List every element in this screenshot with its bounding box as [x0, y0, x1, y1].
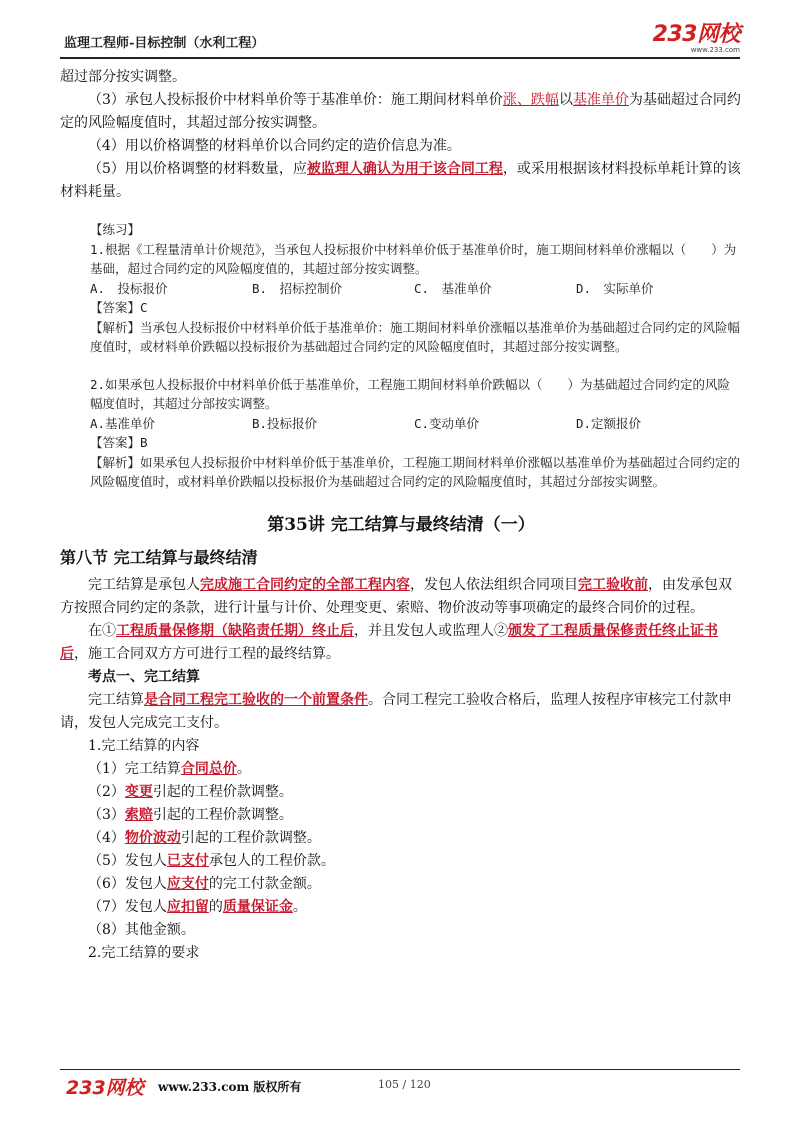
final-settlement-paragraph [60, 620, 742, 666]
question-1: 1.根据《工程量清单计价规范》，当承包人投标报价中材料单价低于基准单价时，施工期间材料单价涨幅以（ ）为基础，超过合同约定的风险幅度值的，其超过部分按实调整。 [90, 241, 737, 276]
lecture-title: 第35讲 完工结算与最终结清（一） [267, 514, 535, 535]
text: ，并且发包人或监理人② [354, 622, 508, 639]
paragraph: 超过部分按实调整。 [60, 69, 186, 85]
text: 。 [236, 760, 251, 777]
definition-paragraph [60, 574, 742, 620]
point-paragraph [60, 689, 742, 735]
highlight: 工程质量保修期（缺陷责任期）终止后 [116, 622, 354, 639]
text: （8）其他金额。 [88, 921, 195, 938]
paragraph-item4: （4）用以价格调整的材料单价以合同约定的造价信息为准。 [88, 138, 461, 154]
highlight: 应支付 [166, 875, 209, 892]
highlight: 已支付 [166, 852, 209, 869]
highlight: 涨、跌幅 [502, 92, 559, 108]
footer-divider [60, 1069, 740, 1070]
paragraph-item3 [60, 89, 742, 135]
option: A.基准单价 [90, 415, 156, 431]
text: 在① [88, 622, 116, 639]
option: C.变动单价 [414, 415, 480, 431]
highlight: 物价波动 [124, 829, 181, 846]
list-heading: 1.完工结算的内容 [88, 737, 200, 754]
text: 的 [208, 898, 223, 915]
option: D. 实际单价 [576, 280, 654, 296]
text: （2） [88, 783, 125, 800]
text: 的完工付款金额。 [208, 875, 321, 892]
text: （3）承包人投标报价中材料单价等于基准单价：施工期间材料单价 [88, 92, 503, 108]
option: C. 基准单价 [414, 280, 492, 296]
text: 引起的工程价款调整。 [152, 783, 293, 800]
brand-logo[interactable] [653, 24, 740, 54]
page-footer [60, 1073, 740, 1097]
text: 以 [558, 92, 573, 108]
text: 承包人的工程价款。 [208, 852, 335, 869]
highlight: 变更 [124, 783, 153, 800]
option: B. 招标控制价 [252, 280, 343, 296]
list-heading: 2.完工结算的要求 [88, 944, 200, 961]
text: （1）完工结算 [88, 760, 181, 777]
highlight: 应扣留 [166, 898, 209, 915]
list-item [60, 781, 742, 804]
list-item [60, 850, 742, 873]
paragraph-item5 [60, 158, 742, 204]
list-item [60, 896, 742, 919]
answer-1: 【答案】C [90, 300, 148, 315]
highlight: 颁发了工程质量保修责任终止证书后 [60, 622, 718, 662]
header-divider [60, 57, 740, 59]
logo-text: 233网校 [652, 22, 740, 47]
highlight: 完成施工合同约定的全部工程内容 [200, 576, 410, 593]
header-title: 监理工程师-目标控制（水利工程） [64, 36, 265, 51]
text: （7）发包人 [88, 898, 167, 915]
footer-logo[interactable]: 233网校 [66, 1077, 144, 1099]
footer-copyright: www.233.com 版权所有 [158, 1080, 302, 1094]
text: ，施工合同双方方可进行工程的最终结算。 [74, 645, 340, 662]
highlight: 完工验收前 [578, 576, 648, 593]
list-item [60, 919, 742, 942]
question-2: 2.如果承包人投标报价中材料单价低于基准单价，工程施工期间材料单价跌幅以（ ）为基础超过合同约定的风险幅度值时，其超过分部按实调整。 [90, 376, 731, 411]
text: 完工结算是承包人 [88, 576, 200, 593]
section-title: 第八节 完工结算与最终结清 [60, 547, 258, 567]
text: 完工结算 [88, 691, 144, 708]
option: A. 投标报价 [90, 280, 168, 296]
page-content [60, 66, 742, 965]
highlight: 质量保证金 [222, 898, 293, 915]
highlight: 是合同工程完工验收的一个前置条件 [144, 691, 368, 708]
highlight: 索赔 [124, 806, 153, 823]
highlight: 基准单价 [572, 92, 629, 108]
highlight: 合同总价 [180, 760, 237, 777]
text: （5）发包人 [88, 852, 167, 869]
option: B.投标报价 [252, 415, 318, 431]
options-1 [90, 279, 742, 299]
text: 。合同工程完工验收合格后，监理人按程序审核完工付款申请，发包人完成完工支付。 [60, 691, 732, 731]
list-item [60, 758, 742, 781]
logo-url: www.233.com [690, 46, 740, 54]
text: ，发包人依法组织合同项目 [410, 576, 578, 593]
analysis-2: 【解析】如果承包人投标报价中材料单价低于基准单价，工程施工期间材料单价涨幅以基准单价为基础超过合同约定的风险幅度值时，或材料单价跌幅以投标报价为基础超过合同约定的风险幅度值时，其超过分部按实调整。 [90, 454, 741, 489]
analysis-1: 【解析】当承包人投标报价中材料单价低于基准单价：施工期间材料单价涨幅以基准单价为基础超过合同约定的风险幅度值时，或材料单价跌幅以投标报价为基础超过合同约定的风险幅度值时，其超过部分按实调整。 [90, 319, 741, 354]
point-title: 考点一、完工结算 [88, 668, 200, 685]
highlight: 被监理人确认为用于该合同工程 [306, 161, 503, 177]
text: ，或采用根据该材料投标单耗计算的该材料耗量。 [60, 161, 741, 200]
text: （3） [88, 806, 125, 823]
text: （6）发包人 [88, 875, 167, 892]
text: 引起的工程价款调整。 [152, 806, 293, 823]
text: 引起的工程价款调整。 [180, 829, 321, 846]
option: D.定额报价 [576, 415, 642, 431]
exercise-block [90, 220, 742, 492]
text: （5）用以价格调整的材料数量，应 [88, 161, 307, 177]
list-item [60, 827, 742, 850]
options-2 [90, 414, 742, 434]
page-header [60, 24, 740, 54]
text: 为基础超过合同约定的风险幅度值时，其超过部分按实调整。 [60, 92, 741, 131]
list-item [60, 873, 742, 896]
text: 。 [292, 898, 307, 915]
page-number: 105 / 120 [378, 1078, 431, 1091]
exercise-label: 【练习】 [90, 222, 141, 237]
answer-2: 【答案】B [90, 435, 148, 450]
text: ，由发承包双方按照合同约定的条款，进行计量与计价、处理变更、索赔、物价波动等事项确定的最终合同价的过程。 [60, 576, 732, 616]
list-item [60, 804, 742, 827]
text: （4） [88, 829, 125, 846]
